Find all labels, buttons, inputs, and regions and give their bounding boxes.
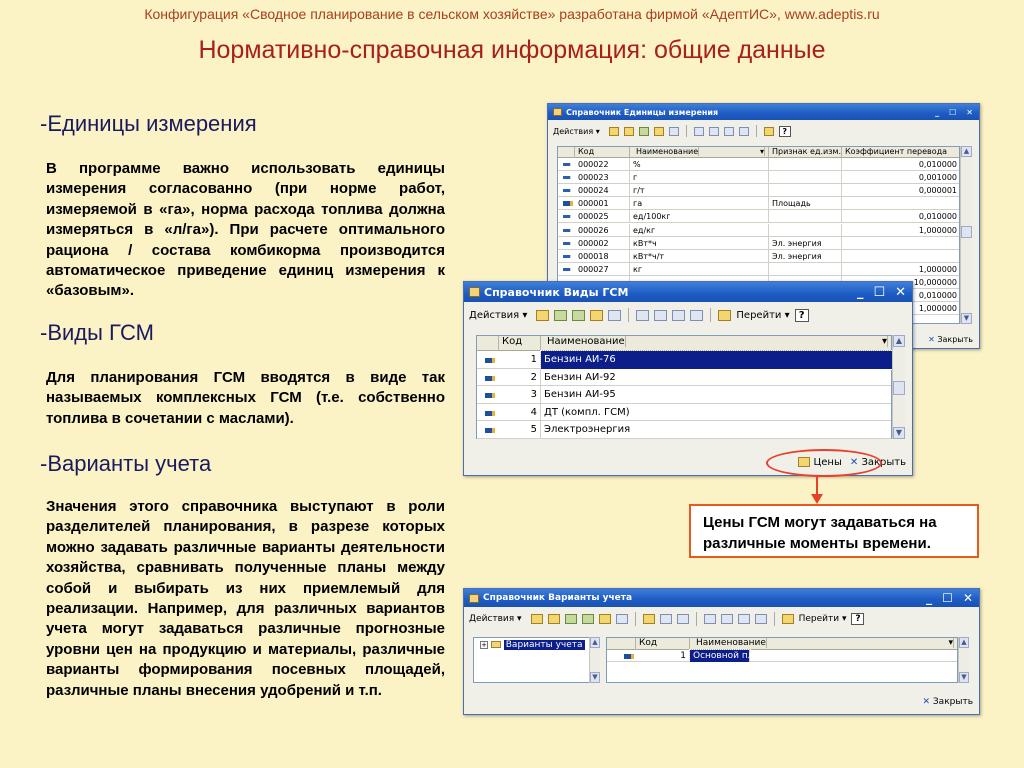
minimize-icon[interactable]: _ [926, 591, 933, 605]
item-icon [563, 215, 571, 218]
table-row[interactable] [558, 237, 959, 250]
cell-sign [769, 210, 842, 223]
close-icon[interactable]: ✕ [895, 284, 906, 300]
tree-root[interactable]: + Варианты учета [481, 640, 583, 650]
copy-icon[interactable] [639, 127, 649, 136]
close-x-icon: ✕ [849, 456, 859, 468]
cell-name: Электроэнергия [541, 421, 893, 439]
maximize-icon[interactable]: ☐ [873, 284, 886, 300]
table-row[interactable] [477, 404, 891, 422]
form-icon [469, 287, 480, 297]
row-marker [477, 404, 499, 422]
variants-bottombar [464, 693, 979, 711]
level-down-icon[interactable] [660, 614, 672, 624]
cell-coef: 0,010000 [842, 289, 961, 302]
filter-value-icon[interactable] [721, 614, 733, 624]
level-up-icon[interactable] [677, 614, 689, 624]
row-marker [607, 650, 636, 662]
cell-name: Бензин АИ-76 [541, 351, 893, 369]
section-heading-gsm: -Виды ГСМ [40, 320, 154, 345]
goto-menu[interactable]: Перейти ▾ [798, 614, 847, 624]
gsm-grid [476, 335, 892, 439]
cell-coef: 0,000001 [842, 184, 961, 197]
cell-sign [769, 263, 842, 276]
cell-sign: Эл. энергия [769, 237, 842, 250]
scroll-down-icon[interactable]: ▼ [590, 672, 600, 683]
variants-titlebar [464, 589, 979, 607]
table-row[interactable] [558, 197, 959, 210]
cell-sign: Площадь [769, 197, 842, 210]
col-unit-sign[interactable]: Признак ед.изм. [769, 147, 842, 158]
gsm-title: Справочник Виды ГСМ [484, 285, 629, 299]
actions-menu[interactable]: Действия ▾ [469, 309, 528, 321]
row-marker [558, 224, 575, 237]
scroll-thumb[interactable] [893, 381, 905, 395]
variants-grid [606, 637, 958, 683]
actions-menu[interactable]: Действия ▾ [553, 126, 600, 136]
cell-coef: 0,001000 [842, 171, 961, 184]
gsm-window [463, 281, 913, 476]
filter-icon[interactable] [694, 127, 704, 136]
item-icon [485, 393, 495, 398]
folder-icon [491, 641, 501, 648]
slide-title: Нормативно-справочная информация: общие данные [198, 36, 826, 64]
row-marker [558, 250, 575, 263]
cell-code: 000001 [575, 197, 630, 210]
table-row[interactable] [558, 158, 959, 171]
help-icon[interactable]: ? [851, 613, 864, 625]
scroll-down-icon[interactable]: ▼ [893, 427, 905, 439]
predefined-item-icon [563, 201, 573, 206]
slide-header: Конфигурация «Сводное планирование в сельском хозяйстве» разработана фирмой «АдептИС», www.adeptis.ru [144, 6, 880, 22]
item-icon [563, 189, 571, 192]
col-coef[interactable]: Коэффициент перевода [842, 147, 961, 158]
item-icon [563, 229, 571, 232]
units-grid-header [558, 147, 959, 158]
filter-icon[interactable] [636, 310, 649, 321]
table-row[interactable] [477, 386, 891, 404]
add-icon[interactable] [531, 614, 543, 624]
item-icon [485, 358, 495, 363]
cell-code: 000026 [575, 224, 630, 237]
table-row[interactable] [607, 650, 957, 662]
edit-icon[interactable] [654, 127, 664, 136]
goto-menu[interactable]: Перейти ▾ [736, 309, 790, 321]
cell-name: кг [630, 263, 769, 276]
units-scrollbar[interactable] [960, 146, 972, 324]
gsm-close-button[interactable]: ✕ Закрыть [849, 456, 906, 468]
row-marker [477, 421, 499, 439]
tree-scrollbar[interactable] [589, 637, 600, 683]
add-icon[interactable] [609, 127, 619, 136]
item-icon [563, 255, 571, 258]
cell-name: Основной план [690, 650, 750, 662]
units-close-button[interactable]: ✕ Закрыть [928, 334, 973, 344]
variants-tree [473, 637, 600, 683]
cell-coef: 1,000000 [842, 263, 961, 276]
callout-arrow-line [816, 476, 818, 496]
section-text-gsm: Для планирования ГСМ вводятся в виде так называемых комплексных ГСМ (т.е. собственно топлива в сочетании с маслами). [46, 369, 445, 427]
cell-code: 1 [636, 650, 690, 662]
prices-button[interactable]: Цены [798, 457, 842, 468]
row-marker [558, 197, 575, 210]
scroll-up-icon[interactable]: ▲ [961, 146, 972, 157]
add-group-icon[interactable] [624, 127, 634, 136]
cell-code: 000025 [575, 210, 630, 223]
filter-icon[interactable] [704, 614, 716, 624]
copy-icon[interactable] [565, 614, 577, 624]
cell-name: ед/кг [630, 224, 769, 237]
row-marker [477, 351, 499, 369]
item-icon [485, 411, 495, 416]
cell-name: га [630, 197, 769, 210]
row-marker [558, 237, 575, 250]
minimize-icon[interactable]: _ [856, 284, 864, 300]
col-code[interactable]: Код [636, 638, 690, 650]
actions-menu[interactable]: Действия ▾ [469, 614, 522, 624]
item-icon [563, 176, 571, 179]
col-name[interactable]: Наименование ▾ [630, 147, 769, 158]
cell-name: ед/100кг [630, 210, 769, 223]
item-icon [563, 268, 571, 271]
add-group-icon[interactable] [554, 310, 567, 321]
cell-name: Бензин АИ-95 [541, 386, 893, 404]
table-row[interactable] [558, 210, 959, 223]
item-icon [563, 163, 571, 166]
add-icon[interactable] [536, 310, 549, 321]
filter-value-icon[interactable] [709, 127, 719, 136]
cell-sign [769, 158, 842, 171]
filter-list-icon[interactable] [672, 310, 685, 321]
filter-list-icon[interactable] [724, 127, 734, 136]
cell-coef [842, 197, 961, 210]
col-code[interactable]: Код [575, 147, 630, 158]
hierarchy-icon[interactable] [643, 614, 655, 624]
cell-coef: 10,000000 [842, 276, 961, 289]
gsm-titlebar [464, 282, 912, 302]
cell-name: кВт*ч/т [630, 250, 769, 263]
close-x-icon: ✕ [922, 697, 931, 707]
form-icon [553, 108, 562, 116]
edit-icon[interactable] [582, 614, 594, 624]
row-marker [558, 184, 575, 197]
units-titlebar [548, 104, 979, 120]
copy-icon[interactable] [572, 310, 585, 321]
filter-list-icon[interactable] [738, 614, 750, 624]
gsm-grid-header [477, 336, 891, 351]
cell-coef: 1,000000 [842, 224, 961, 237]
cell-sign [769, 224, 842, 237]
help-icon[interactable]: ? [795, 309, 809, 322]
cell-name: ДТ (компл. ГСМ) [541, 404, 893, 422]
table-row[interactable] [558, 250, 959, 263]
variants-close-button[interactable]: ✕ Закрыть [922, 697, 973, 707]
delete-icon[interactable] [599, 614, 611, 624]
cell-code: 4 [499, 404, 541, 422]
cell-code: 5 [499, 421, 541, 439]
cell-code: 000018 [575, 250, 630, 263]
table-row[interactable] [558, 224, 959, 237]
cell-coef: 0,010000 [842, 158, 961, 171]
variants-grid-header [607, 638, 957, 650]
maximize-icon[interactable]: ☐ [942, 591, 953, 605]
variants-window [463, 588, 980, 715]
section-heading-units: -Единицы измерения [40, 111, 257, 136]
row-marker [558, 171, 575, 184]
cell-name: Бензин АИ-92 [541, 369, 893, 387]
table-row[interactable] [477, 369, 891, 387]
cell-name: кВт*ч [630, 237, 769, 250]
cell-code: 000023 [575, 171, 630, 184]
minimize-icon[interactable]: _ [935, 107, 940, 117]
row-marker [558, 263, 575, 276]
delete-icon[interactable] [608, 310, 621, 321]
prices-highlight-ellipse [766, 449, 882, 477]
table-row[interactable] [477, 421, 891, 439]
scroll-up-icon[interactable]: ▲ [893, 335, 905, 347]
filter-value-icon[interactable] [654, 310, 667, 321]
scroll-down-icon[interactable]: ▼ [959, 672, 969, 683]
section-heading-variants: -Варианты учета [40, 451, 212, 476]
item-icon [485, 428, 495, 433]
row-marker [477, 386, 499, 404]
cell-code: 000027 [575, 263, 630, 276]
edit-icon[interactable] [590, 310, 603, 321]
expand-icon: + [481, 640, 487, 649]
item-icon [563, 242, 571, 245]
row-marker [558, 158, 575, 171]
gsm-scrollbar[interactable] [892, 335, 905, 439]
scroll-down-icon[interactable]: ▼ [961, 313, 972, 324]
cell-code: 000024 [575, 184, 630, 197]
col-code[interactable]: Код [499, 336, 541, 351]
section-text-variants: Значения этого справочника выступают в роли разделителей планирования, в разрезе которых можно задавать различные варианты деятельности хозяйства, сравнивать полученные планы между собой и выбирать из них приемлемый для реализации. Например, для различных вариантов учета могут задаваться различные прогнозные уровни цен на продукцию и материалы, различные варианты формирования посевных площадей, различные планы внесения удобрений и т.п. [46, 498, 445, 699]
variants-scrollbar[interactable] [958, 637, 969, 683]
col-name[interactable]: Наименование ▾ [690, 638, 959, 650]
move-icon[interactable] [616, 614, 628, 624]
table-row[interactable] [558, 171, 959, 184]
delete-icon[interactable] [669, 127, 679, 136]
clear-filter-icon[interactable] [690, 310, 703, 321]
close-icon[interactable]: ✕ [962, 591, 973, 605]
table-row[interactable] [477, 351, 891, 369]
cell-coef [842, 250, 961, 263]
cell-name: % [630, 158, 769, 171]
item-icon [624, 654, 634, 659]
table-row[interactable] [558, 184, 959, 197]
cell-sign: Эл. энергия [769, 250, 842, 263]
clear-filter-icon[interactable] [739, 127, 749, 136]
row-marker [558, 210, 575, 223]
cell-name: г/т [630, 184, 769, 197]
cell-coef [842, 237, 961, 250]
col-name[interactable]: Наименование ▾ [541, 336, 893, 351]
add-group-icon[interactable] [548, 614, 560, 624]
prices-callout: Цены ГСМ могут задаваться на различные моменты времени. [689, 504, 979, 558]
refresh-icon[interactable] [718, 310, 731, 321]
refresh-icon[interactable] [764, 127, 774, 136]
units-title: Справочник Единицы измерения [566, 107, 719, 117]
cell-sign [769, 171, 842, 184]
cell-code: 1 [499, 351, 541, 369]
table-row[interactable] [558, 263, 959, 276]
scroll-up-icon[interactable]: ▲ [590, 637, 600, 648]
cell-code: 000022 [575, 158, 630, 171]
section-text-units: В программе важно использовать единицы измерения согласованно (при норме работ, измеряемой в «га», норма расхода топлива должна измеряться в «л/га»). При расчете оптимального рациона / состава комбикорма производится автоматическое приведение единиц измерения к «базовым». [46, 160, 445, 300]
refresh-icon[interactable] [782, 614, 794, 624]
cell-sign [769, 184, 842, 197]
row-marker [477, 369, 499, 387]
cell-code: 2 [499, 369, 541, 387]
cell-code: 000002 [575, 237, 630, 250]
clear-filter-icon[interactable] [755, 614, 767, 624]
scroll-thumb[interactable] [961, 226, 972, 238]
help-icon[interactable]: ? [779, 126, 791, 137]
close-x-icon: ✕ [928, 334, 935, 344]
cell-coef: 1,000000 [842, 302, 961, 315]
units-toolbar [548, 122, 979, 140]
scroll-up-icon[interactable]: ▲ [959, 637, 969, 648]
variants-toolbar [464, 609, 979, 629]
cell-code: 3 [499, 386, 541, 404]
cell-name: г [630, 171, 769, 184]
gsm-toolbar [464, 305, 912, 325]
callout-arrow-head [811, 494, 823, 504]
cell-coef: 0,010000 [842, 210, 961, 223]
maximize-icon[interactable]: ☐ [949, 107, 957, 117]
close-icon[interactable]: ✕ [966, 107, 973, 117]
variants-title: Справочник Варианты учета [483, 593, 633, 603]
item-icon [485, 376, 495, 381]
form-icon [469, 594, 479, 603]
